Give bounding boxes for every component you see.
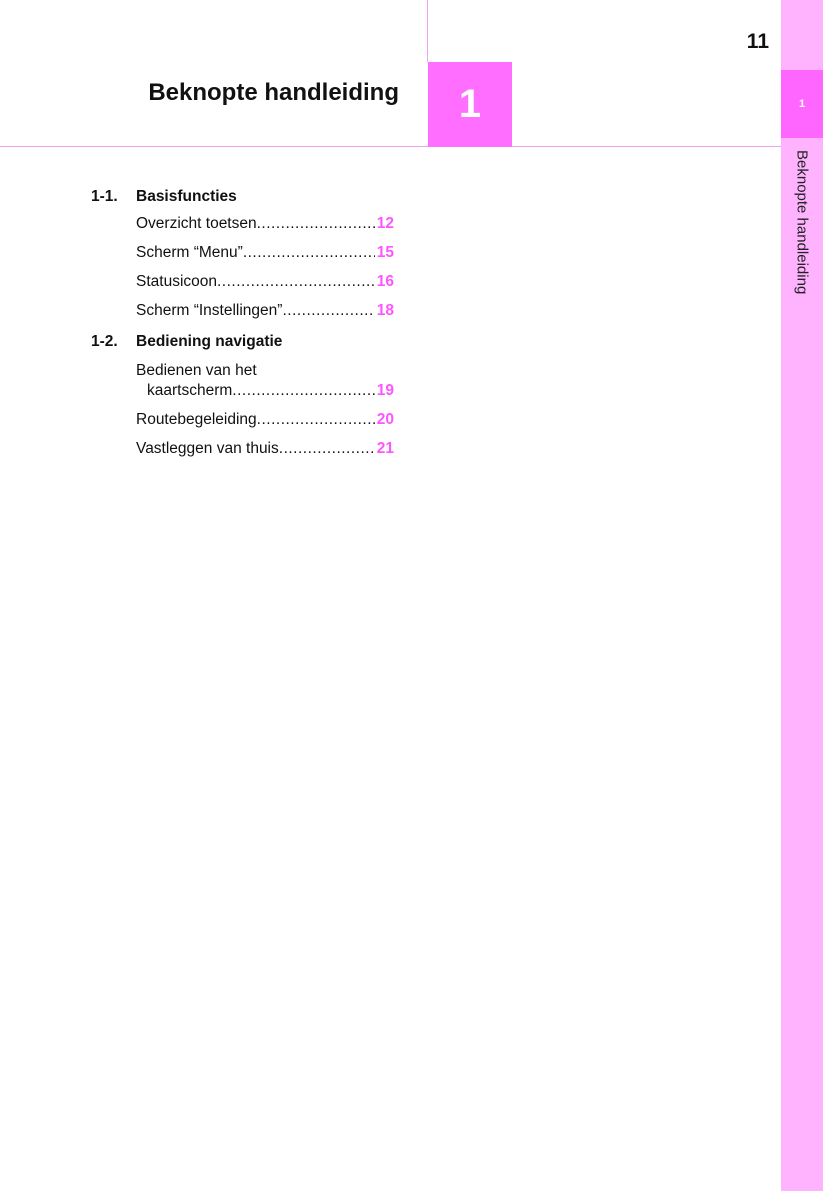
leader-dots: [282, 302, 374, 320]
side-tab-label: Beknopte handleiding: [793, 150, 811, 295]
leader-dots: [217, 273, 375, 291]
toc-entry-vastleggen-thuis[interactable]: [136, 440, 394, 462]
entry-text: Overzicht toetsen: [136, 215, 257, 232]
leader-dots: [243, 244, 375, 262]
entry-page-number[interactable]: 21: [376, 440, 394, 457]
entry-page-number[interactable]: 15: [376, 244, 394, 261]
page-number: 11: [746, 30, 769, 53]
side-tab-number: 1: [798, 98, 806, 110]
header-divider-horizontal: [0, 146, 781, 147]
header-divider-vertical: [427, 0, 428, 62]
entry-page-number[interactable]: 20: [376, 411, 394, 428]
section-number: 1-1.: [91, 188, 118, 205]
table-of-contents: [91, 186, 411, 469]
entry-page-number[interactable]: 18: [376, 302, 394, 319]
section-title: Basisfuncties: [136, 188, 237, 205]
section-title: Bediening navigatie: [136, 333, 283, 350]
side-tab-chapter[interactable]: [781, 70, 823, 138]
leader-dots: [257, 215, 375, 233]
entry-text-continued: kaartscherm: [147, 382, 233, 399]
toc-entry-scherm-menu[interactable]: [136, 244, 394, 266]
entry-text: Statusicoon: [136, 273, 217, 290]
chapter-number: 1: [458, 82, 482, 126]
toc-entry-statusicoon[interactable]: [136, 273, 394, 295]
toc-section-1-1: [91, 186, 411, 208]
leader-dots: [279, 440, 375, 458]
leader-dots: [232, 382, 374, 400]
toc-entry-bedienen-kaartscherm[interactable]: [136, 360, 394, 404]
entry-page-number[interactable]: 19: [376, 382, 394, 399]
entry-text: Scherm “Menu”: [136, 244, 243, 261]
chapter-title: Beknopte handleiding: [148, 79, 399, 106]
toc-section-1-2: [91, 331, 411, 353]
entry-page-number[interactable]: 16: [376, 273, 394, 290]
entry-page-number[interactable]: 12: [376, 215, 394, 232]
chapter-number-block: [428, 62, 512, 147]
entry-text: Bedienen van het: [136, 362, 257, 379]
entry-text: Scherm “Instellingen”: [136, 302, 283, 319]
section-number: 1-2.: [91, 333, 118, 350]
entry-text: Vastleggen van thuis: [136, 440, 279, 457]
leader-dots: [257, 411, 375, 429]
toc-entry-routebegeleiding[interactable]: [136, 411, 394, 433]
toc-entry-overzicht-toetsen[interactable]: [136, 215, 394, 237]
entry-text: Routebegeleiding: [136, 411, 257, 428]
toc-entry-scherm-instellingen[interactable]: [136, 302, 394, 324]
